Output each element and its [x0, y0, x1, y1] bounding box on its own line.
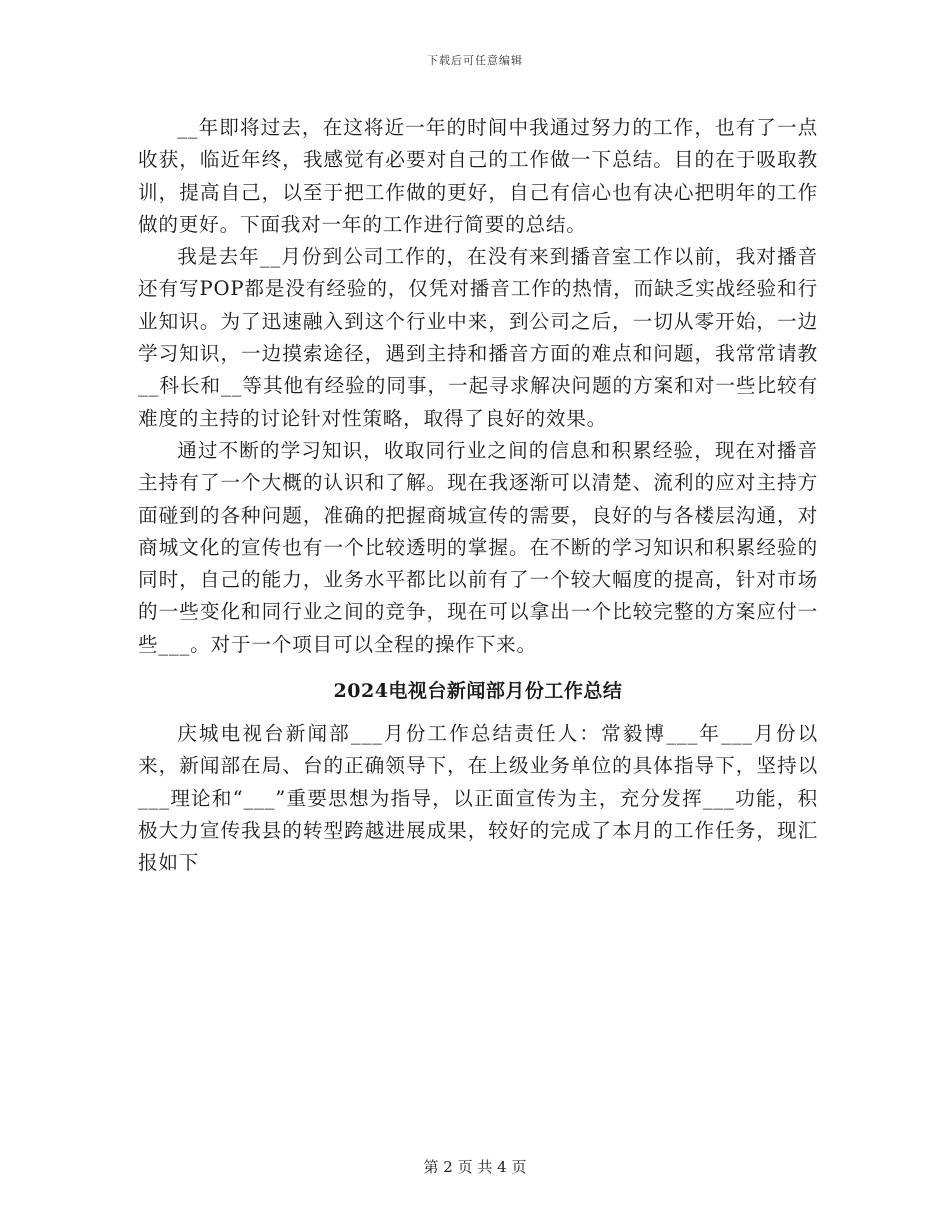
section-title: 2024电视台新闻部月份工作总结 — [333, 680, 623, 703]
paragraph: __年即将过去，在这将近一年的时间中我通过努力的工作，也有了一点收获，临近年终，我感觉有必要对自己的工作做一下总结。目的在于吸取教训，提高自己，以至于把工作做的更好，自己有信心也有决心把明年的工作做的更好。下面我对一年的工作进行简要的总结。 — [138, 116, 818, 236]
paragraph: 庆城电视台新闻部___月份工作总结责任人：常毅博___年___月份以来，新闻部在局、台的正确领导下，在上级业务单位的具体指导下，坚持以___理论和“___”重要思想为指导，以正面宣传为主，充分发挥___功能，积极大力宣传我县的转型跨越进展成果，较好的完成了本月的工作任务，现汇报如下 — [138, 722, 818, 875]
document-body — [138, 112, 818, 880]
page-number: 第 2 页 共 4 页 — [423, 1158, 527, 1176]
paragraph: 我是去年__月份到公司工作的，在没有来到播音室工作以前，我对播音还有写POP都是没有经验的，仅凭对播音工作的热情，而缺乏实战经验和行业知识。为了迅速融入到这个行业中来，到公司之后，一切从零开始，一边学习知识，一边摸索途径，遇到主持和播音方面的难点和问题，我常常请教__科长和__等其他有经验的同事，一起寻求解决问题的方案和对一些比较有难度的主持的讨论针对性策略，取得了良好的效果。 — [138, 245, 818, 430]
page-header: 下载后可任意编辑 — [427, 54, 523, 67]
paragraph: 通过不断的学习知识，收取同行业之间的信息和积累经验，现在对播音主持有了一个大概的认识和了解。现在我逐渐可以清楚、流利的应对主持方面碰到的各种问题，准确的把握商城宣传的需要，良好的与各楼层沟通，对商城文化的宣传也有一个比较透明的掌握。在不断的学习知识和积累经验的同时，自己的能力，业务水平都比以前有了一个较大幅度的提高，针对市场的一些变化和同行业之间的竞争，现在可以拿出一个比较完整的方案应付一些___。对于一个项目可以全程的操作下来。 — [138, 438, 818, 656]
